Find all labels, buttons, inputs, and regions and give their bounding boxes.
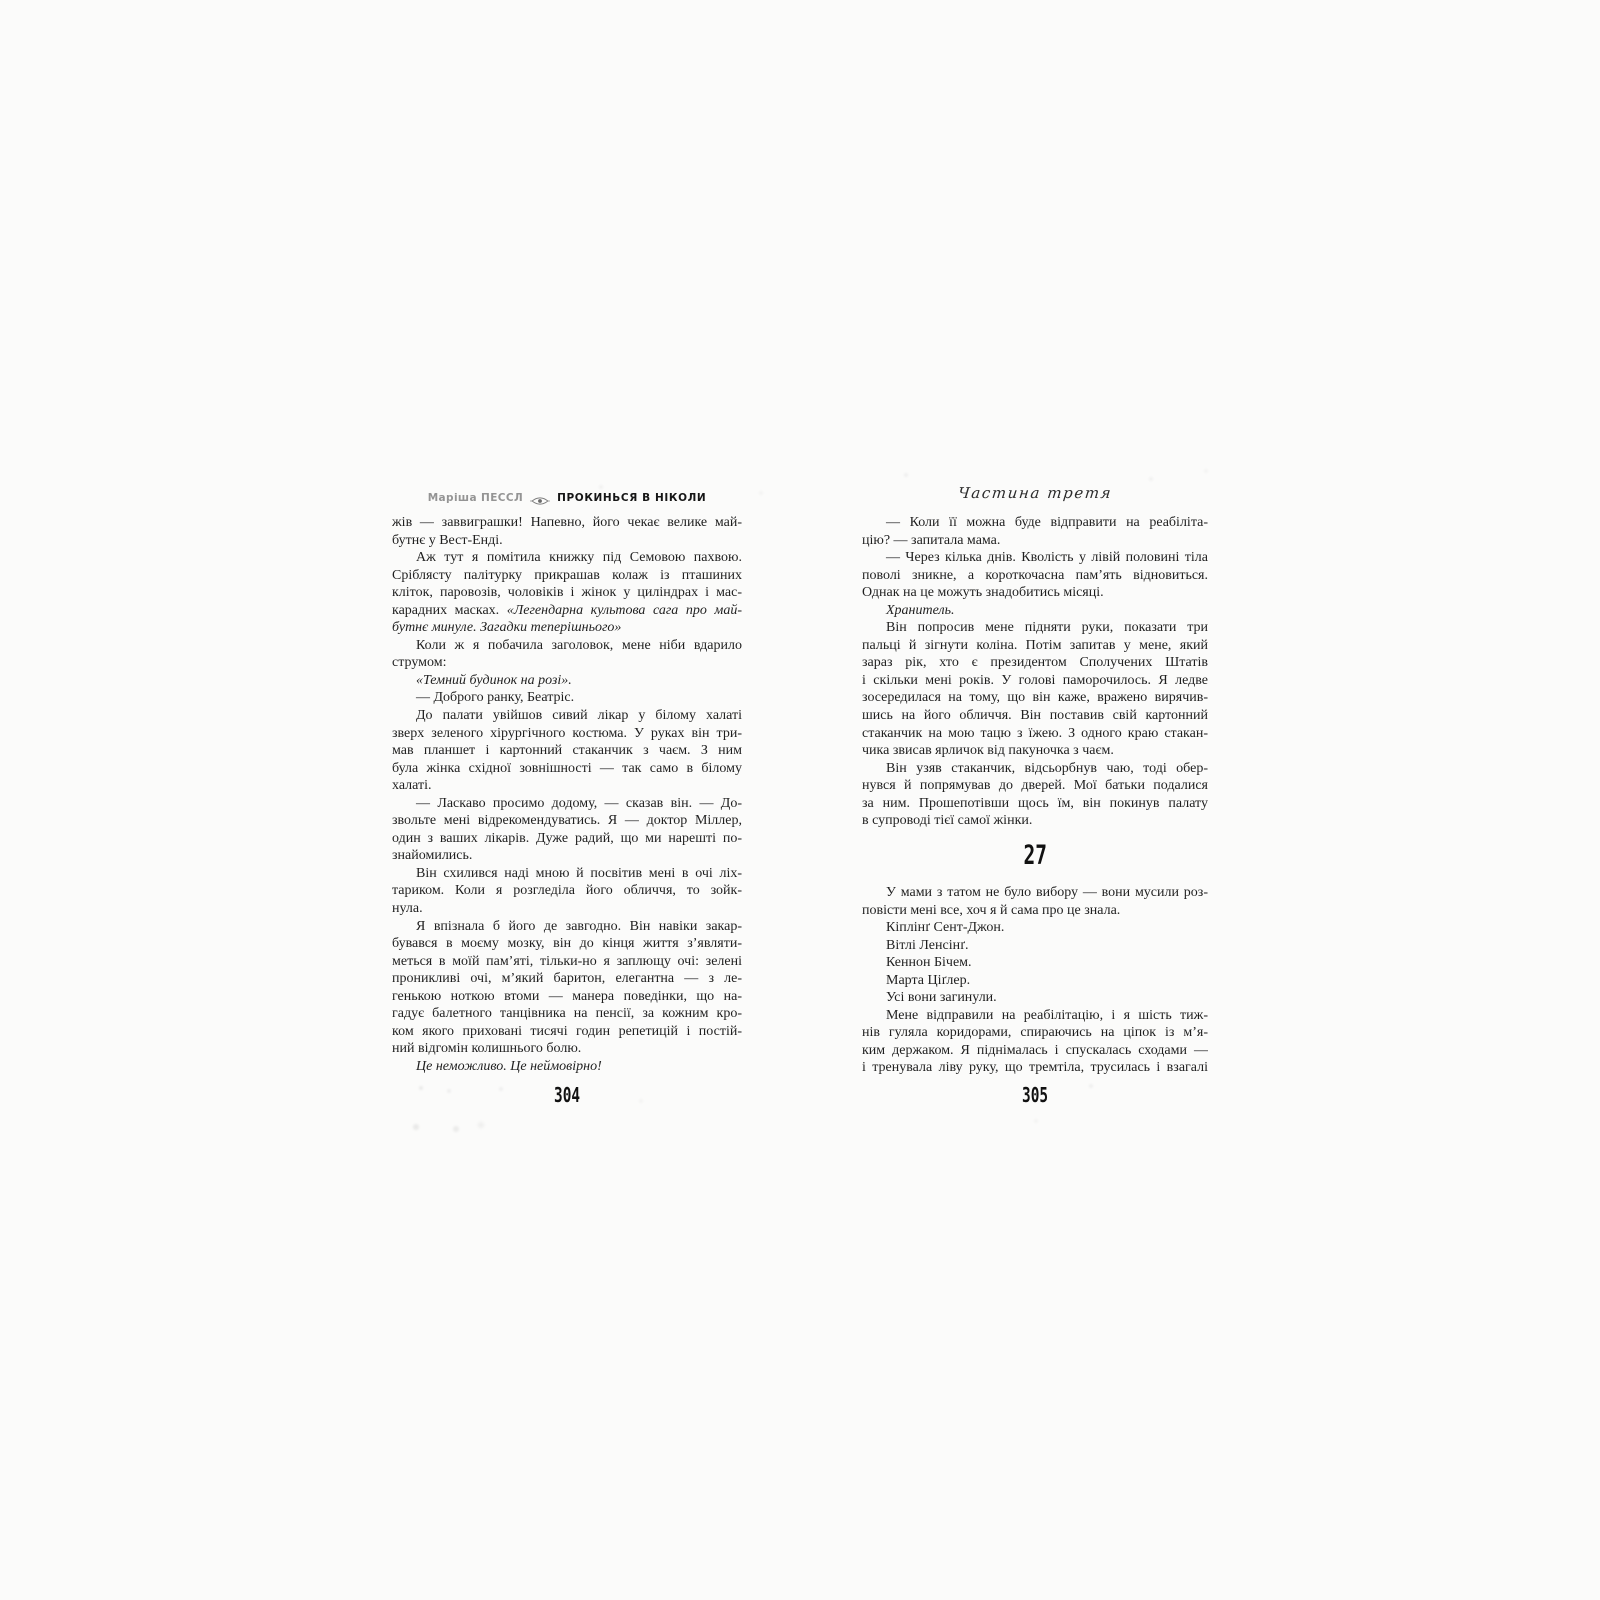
text-line: і тренувала ліву руку, що тремтіла, трусилась і взагалі [862,1060,1208,1076]
text-line: стаканчик на мою тацю з їжею. З одного краю стакан- [862,725,1208,741]
text-line: кліток, паровозів, чоловіків і жінок у циліндрах і мас- [392,585,742,601]
text-line: Аж тут я помітила книжку під Семовою пахвою. [416,550,742,566]
text-line: зверх зеленого хірургічного костюма. У руках він три- [392,725,742,741]
chapter-number: 27 [1023,839,1047,871]
text-line: Мене відправили на реабілітацію, і я шість тиж- [886,1007,1208,1023]
text-line: ний відгомін колишнього болю. [392,1041,582,1057]
text-line: — Через кілька днів. Кволість у лівій половині тіла [886,550,1208,566]
text-line: бутнє у Вест-Енді. [392,532,503,548]
book-title: ПРОКИНЬСЯ В НІКОЛИ [557,492,707,504]
left-page-body [392,514,742,1076]
text-line: шись на його обличчя. Він поставив свій картонний [862,708,1208,724]
text-line: Вітлі Ленсінґ. [886,937,969,953]
text-line: за ним. Прошепотівши щось їм, він покинув палату [862,795,1208,811]
eye-ornament-icon [530,493,550,503]
left-page-number: 304 [553,1083,581,1107]
text-line: Він попросив мене підняти руки, показати три [886,620,1208,636]
text-line: бутнє минуле. Загадки теперішнього» [392,620,622,636]
text-line: халаті. [392,778,432,794]
text-line: Я впізнала б його де завгодно. Він навіки закар- [416,918,742,934]
text-line: Сріблясту палітурку прикрашав колаж із пташиних [392,567,742,583]
text-line: Він схилився наді мною й посвітив мені в очі ліх- [416,865,742,881]
right-page-body-top [862,514,1208,830]
text-line: проникливі очі, м’який баритон, елегантна — з ле- [392,971,742,987]
text-line: цію? — запитала мама. [862,532,1001,548]
text-line: ким держаком. Я піднімалась і спускалась сходами — [862,1042,1208,1058]
text-line: ком якого приховані тисячі годин репетицій і постій- [392,1023,742,1039]
text-line: тариком. Коли я розгледіла його обличчя, то зойк- [392,883,742,899]
text-line: мав планшет і картонний стаканчик з чаєм. З ним [392,743,742,759]
text-line: карадних масках. «Легендарна культова сага про май- [392,602,742,618]
text-line: знайомились. [392,848,473,864]
text-line: Хранитель. [886,602,955,618]
part-title: Частина третя [957,484,1114,502]
text-line: — Ласкаво просимо додому, — сказав він. — До- [416,795,742,811]
text-line: Це неможливо. Це неймовірно! [416,1058,602,1074]
text-line: чика звисав ярличок від пакуночка з чаєм. [862,743,1114,759]
left-running-head [392,490,742,506]
text-line: Марта Ціґлер. [886,972,971,988]
text-line: повісти мені все, хоч я й сама про це знала. [862,902,1121,918]
chapter-heading [862,840,1208,870]
text-line: поволі зникне, а короткочасна пам’ять відновиться. [862,567,1208,583]
text-line: була жінка східної зовнішності — так само в білому [392,760,742,776]
text-line: бувався в моєму мозку, він до кінця життя з’являти- [392,936,742,952]
text-line: Коли ж я побачила заголовок, мене ніби вдарило [416,637,742,653]
text-line: гадує балетного танцівника на пенсії, за кожним кро- [392,1006,742,1022]
text-line: — Доброго ранку, Беатріс. [416,690,575,706]
text-line: струмом: [392,655,447,671]
text-line: Кеннон Бічем. [886,955,972,971]
text-line: До палати увійшов сивий лікар у білому халаті [416,708,742,724]
scan-noise-speckles [0,0,2,2]
text-line: нула. [392,901,423,917]
text-line: нів гуляла коридорами, спираючись на ціпок із м’я- [862,1025,1208,1041]
text-line: пальці й зігнути коліна. Потім запитав у мене, який [862,637,1208,653]
text-line: Однак на це можуть знадобитись місяці. [862,585,1104,601]
text-line: «Темний будинок на розі». [416,672,572,688]
text-line: зосередилася на тому, що він каже, вражено вирячив- [862,690,1208,706]
text-line: Кіплінґ Сент-Джон. [886,920,1005,936]
text-line: в супроводі тієї самої жінки. [862,813,1033,829]
text-line: звольте мені відрекомендуватись. Я — доктор Міллер, [392,813,742,829]
right-page-body-bottom [862,884,1208,1077]
text-line: генькою ноткою втоми — манера поведінки, що на- [392,988,742,1004]
text-line: Усі вони загинули. [886,990,997,1006]
right-page-number: 305 [1021,1083,1049,1107]
author-name: Маріша ПЕССЛ [427,492,524,504]
text-line: — Коли її можна буде відправити на реабіліта- [886,515,1208,530]
text-line: жів — заввиграшки! Напевно, його чекає велике май- [392,515,742,530]
text-line: меться в моїй пам’яті, тільки-но я заплющу очі: зелені [392,953,742,969]
text-line: один з ваших лікарів. Дуже радий, що ми нарешті по- [392,830,742,846]
text-line: У мами з татом не було вибору — вони мусили роз- [886,885,1208,900]
text-line: зараз рік, хто є президентом Сполучених Штатів [862,655,1208,671]
text-line: нувся й попрямував до дверей. Мої батьки подалися [862,778,1208,794]
right-running-head [861,484,1209,506]
text-line: і скільки мені років. У голові паморочилось. Я ледве [862,672,1208,688]
text-line: Він узяв стаканчик, відсьорбнув чаю, тоді обер- [886,760,1208,776]
